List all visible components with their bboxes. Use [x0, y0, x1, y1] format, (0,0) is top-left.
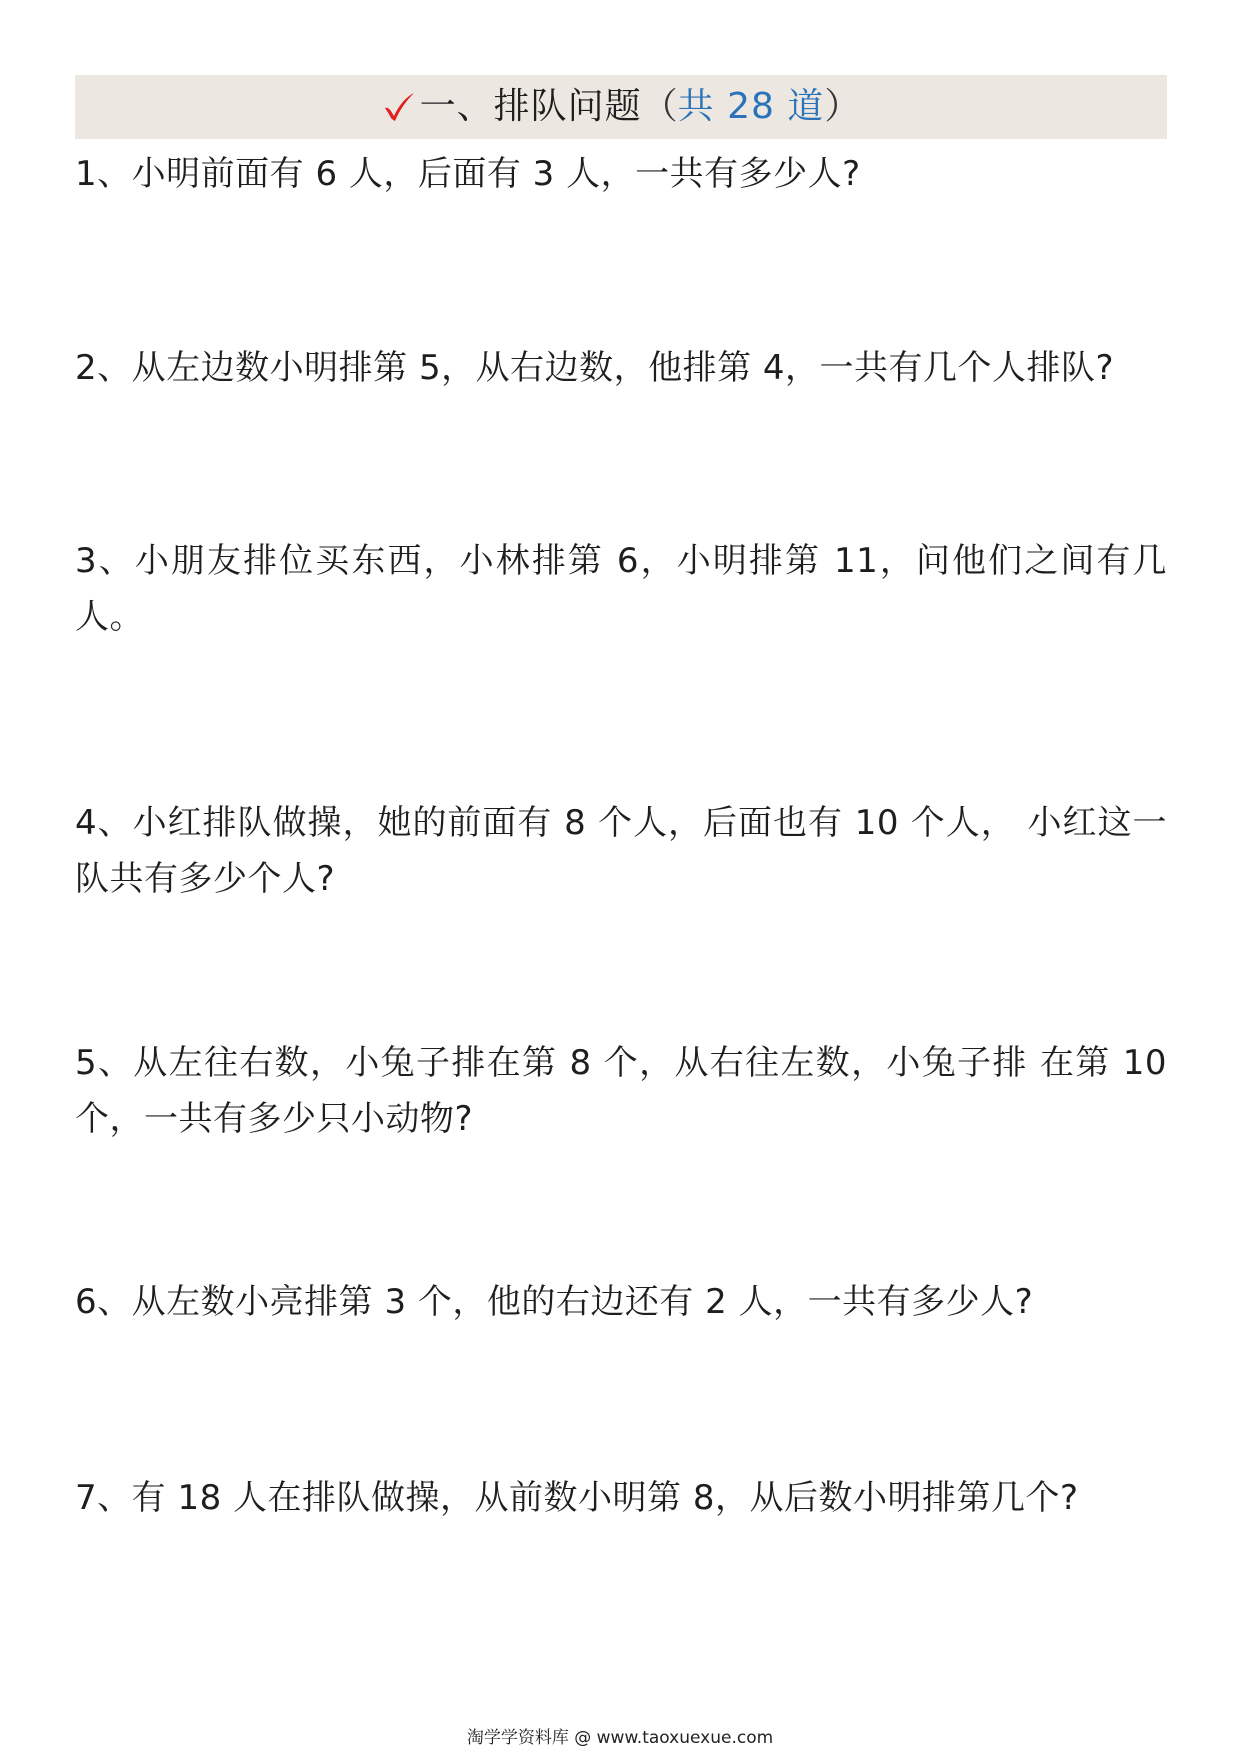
question-7: 7、有 18 人在排队做操，从前数小明第 8，从后数小明排第几个?	[75, 1478, 1079, 1518]
footer-watermark: 淘学学资料库 @ www.taoxuexue.com	[466, 1728, 774, 1748]
question-1: 1、小明前面有 6 人，后面有 3 人，一共有多少人?	[75, 154, 861, 194]
check-mark-icon	[382, 90, 416, 124]
question-5: 5、从左往右数，小兔子排在第 8 个，从右往左数，小兔子排 在第 10 个，一共有多少只小动物?	[75, 1043, 1167, 1139]
section-header	[75, 75, 1167, 139]
section-header-content	[382, 86, 861, 127]
question-2: 2、从左边数小明排第 5，从右边数，他排第 4，一共有几个人排队?	[75, 348, 1115, 388]
section-count-paren-close: ）	[824, 86, 861, 127]
question-6: 6、从左数小亮排第 3 个，他的右边还有 2 人，一共有多少人?	[75, 1282, 1034, 1322]
section-title: 一、排队问题	[419, 86, 642, 127]
section-count: 共 28 道	[677, 86, 825, 127]
section-count-paren-open: （	[641, 86, 678, 127]
question-3: 3、小朋友排位买东西，小林排第 6，小明排第 11，问他们之间有几人。	[75, 541, 1167, 637]
question-4: 4、小红排队做操，她的前面有 8 个人，后面也有 10 个人， 小红这一队共有多少个人?	[75, 803, 1167, 899]
